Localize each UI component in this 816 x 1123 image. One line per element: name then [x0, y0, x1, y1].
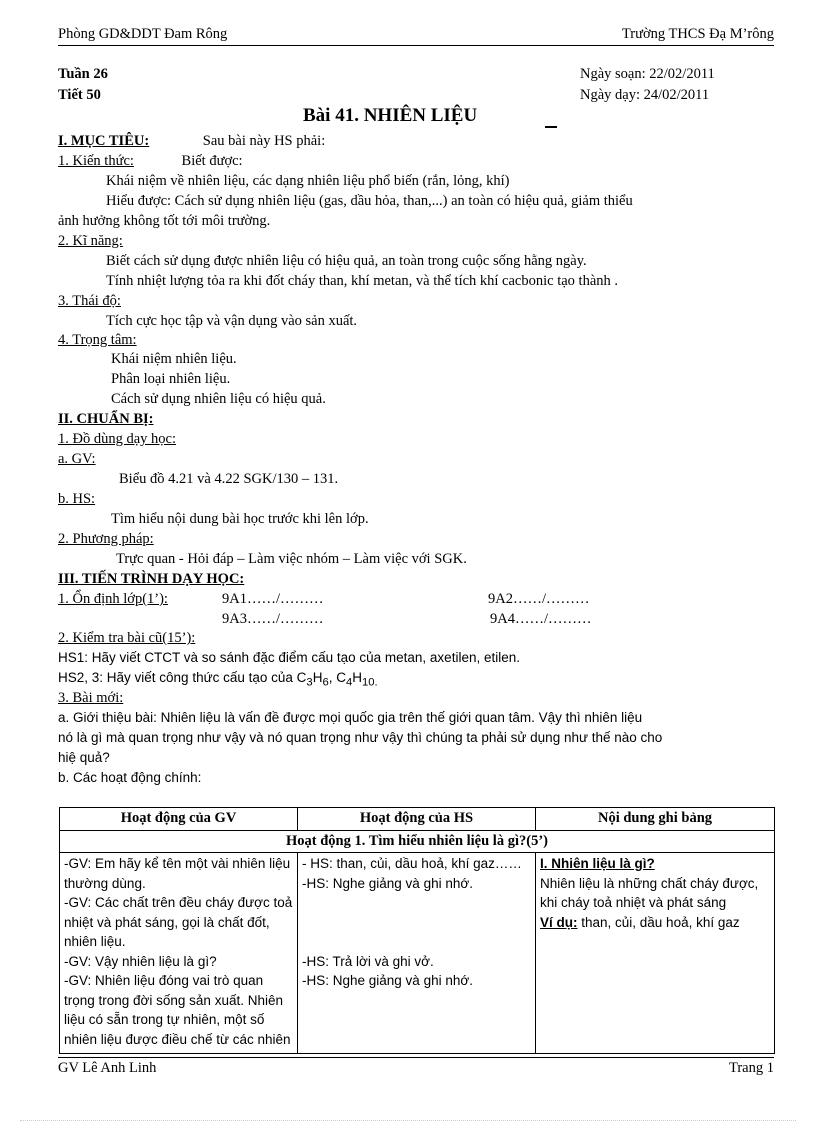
hs-label: b. HS:	[58, 491, 96, 507]
class-9a2: 9A2……/………	[488, 591, 590, 607]
objectives-heading: I. MỤC TIÊU:	[58, 133, 150, 149]
attitude-line-1: Tích cực học tập và vận dụng vào sản xuất.	[106, 313, 358, 329]
hs-text: Tìm hiểu nội dung bài học trước khi lên lớp.	[111, 511, 369, 527]
class-9a3: 9A3……/………	[222, 611, 324, 627]
gv-cell	[60, 853, 298, 1054]
nd-example-label: Ví dụ:	[540, 914, 578, 930]
table-header-row	[60, 808, 775, 831]
focus-label: 4. Trọng tâm:	[58, 332, 137, 348]
attitude-label: 3. Thái độ:	[58, 293, 121, 309]
intro-a-1: a. Giới thiệu bài: Nhiên liệu là vấn đề được mọi quốc gia trên thế giới quan tâm. Vậy thì nhiên liệu	[58, 710, 643, 725]
nd-cell	[536, 853, 775, 1054]
nd-example-text: than, củi, dầu hoả, khí gaz	[577, 914, 740, 930]
intro-b: b. Các hoạt động chính:	[58, 770, 202, 785]
review-hs23-text: HS2, 3: Hãy viết công thức cấu tạo của C	[58, 670, 307, 685]
header-right: Trường THCS Đạ M’rông	[621, 26, 774, 42]
teach-date: Ngày dạy: 24/02/2011	[580, 87, 710, 103]
stabilize-row	[58, 589, 168, 609]
page-title-text: Bài 41. NHIÊN LIỆU	[303, 105, 478, 126]
focus-line-3: Cách sử dụng nhiên liệu có hiệu quả.	[111, 391, 326, 407]
review-hs1: HS1: Hãy viết CTCT và so sánh đặc điểm cấu tạo của metan, axetilen, etilen.	[58, 650, 520, 665]
nd-title: I. Nhiên liệu là gì?	[540, 856, 655, 871]
col-gv-header: Hoạt động của GV	[60, 808, 298, 831]
prep-date: Ngày soạn: 22/02/2011	[580, 66, 715, 82]
col-hs-header: Hoạt động của HS	[298, 808, 536, 831]
gv-text: Biểu đồ 4.21 và 4.22 SGK/130 – 131.	[119, 471, 339, 487]
focus-line-1: Khái niệm nhiên liệu.	[111, 351, 237, 367]
new-label: 3. Bài mới:	[58, 690, 124, 706]
gv-line-3: -GV: Vậy nhiên liệu là gì?	[64, 953, 217, 969]
c-2: , C	[328, 670, 346, 685]
table-row	[60, 853, 775, 1054]
gv-line-1: -GV: Em hãy kể tên một vài nhiên liệu thường dùng.	[64, 856, 291, 891]
activity-table	[59, 807, 775, 1054]
skills-line-1: Biết cách sử dụng được nhiên liệu có hiệu quả, an toàn trong cuộc sống hằng ngày.	[106, 253, 587, 269]
stabilize-label: 1. Ổn định lớp(1’):	[58, 591, 168, 607]
col-nd-header: Nội dung ghi bảng	[536, 808, 775, 831]
activity1-title: Hoạt động 1. Tìm hiểu nhiên liệu là gì?(5’)	[60, 830, 775, 853]
objectives-intro: Sau bài này HS phải:	[202, 133, 326, 149]
header-left: Phòng GD&DDT Đam Rông	[58, 26, 228, 42]
sub-3: 3	[306, 676, 313, 689]
footer-rule	[58, 1057, 774, 1058]
activity-title-row	[60, 830, 775, 853]
sub-6: 6	[322, 676, 329, 689]
hs-cell	[298, 853, 536, 1054]
class-9a4: 9A4……/………	[490, 611, 592, 627]
h-1: H	[312, 670, 323, 685]
gv-line-2: -GV: Các chất trên đều cháy được toả nhiệt và phát sáng, gọi là chất đốt, nhiên liệu.	[64, 895, 293, 949]
intro-a-3: hiệ quả?	[58, 750, 110, 765]
review-hs23	[58, 668, 378, 688]
sub-10: 10.	[361, 676, 378, 689]
skills-line-2: Tính nhiệt lượng tỏa ra khi đốt cháy than, khí metan, và thể tích khí cacbonic tạo thành .	[106, 273, 619, 289]
header-rule	[58, 45, 774, 46]
sub-4: 4	[345, 676, 353, 689]
hs-line-1: - HS: than, củi, dầu hoả, khí gaz……	[302, 856, 522, 871]
page-title	[303, 105, 477, 127]
period-label: Tiết 50	[58, 87, 101, 103]
knowledge-intro: Biết được:	[181, 153, 243, 169]
skills-label: 2. Kĩ năng:	[58, 233, 123, 249]
knowledge-line-2: Hiểu được: Cách sử dụng nhiên liệu (gas, dầu hỏa, than,...) an toàn có hiệu quả, giảm thiểu	[106, 193, 633, 209]
hs-line-2: -HS: Nghe giảng và ghi nhớ.	[302, 875, 473, 891]
hs-line-3: -HS: Trả lời và ghi vở.	[302, 953, 434, 969]
nd-example	[540, 913, 770, 933]
footer-right: Trang 1	[729, 1060, 774, 1076]
prep-heading: II. CHUẨN BỊ:	[58, 411, 154, 427]
gv-label: a. GV:	[58, 451, 96, 467]
title-dash	[545, 126, 557, 128]
process-heading: III. TIẾN TRÌNH DẠY HỌC:	[58, 571, 245, 587]
tools-label: 1. Đồ dùng dạy học:	[58, 431, 176, 447]
hs-line-4: -HS: Nghe giảng và ghi nhớ.	[302, 973, 473, 988]
intro-a-2: nó là gì mà quan trọng như vậy và nó quan trọng như vậy thì chúng ta phải sử dụng như thế nào cho	[58, 730, 663, 745]
knowledge-row	[58, 151, 243, 171]
footer-left: GV Lê Anh Linh	[58, 1060, 157, 1076]
h-2: H	[352, 670, 362, 685]
review-label: 2. Kiểm tra bài cũ(15’):	[58, 630, 196, 646]
method-label: 2. Phương pháp:	[58, 531, 154, 547]
gv-line-4: -GV: Nhiên liệu đóng vai trò quan trọng trong đời sống sản xuất. Nhiên liệu có sẵn trong tự nhiên, một số nhiên liệu được điều chế từ các nhiên	[64, 973, 291, 1047]
knowledge-line-3: ảnh hưởng không tốt tới môi trường.	[58, 213, 271, 229]
class-9a1: 9A1……/………	[222, 591, 324, 607]
objectives-row	[58, 131, 325, 151]
knowledge-line-1: Khái niệm về nhiên liệu, các dạng nhiên liệu phổ biến (rắn, lỏng, khí)	[106, 173, 510, 189]
method-text: Trực quan - Hỏi đáp – Làm việc nhóm – Làm việc với SGK.	[116, 551, 467, 567]
page-edge	[20, 1120, 796, 1121]
focus-line-2: Phân loại nhiên liệu.	[111, 371, 231, 387]
week-label: Tuần 26	[58, 66, 108, 82]
knowledge-label: 1. Kiến thức:	[58, 153, 134, 169]
nd-definition: Nhiên liệu là những chất cháy được, khi cháy toả nhiệt và phát sáng	[540, 875, 759, 910]
